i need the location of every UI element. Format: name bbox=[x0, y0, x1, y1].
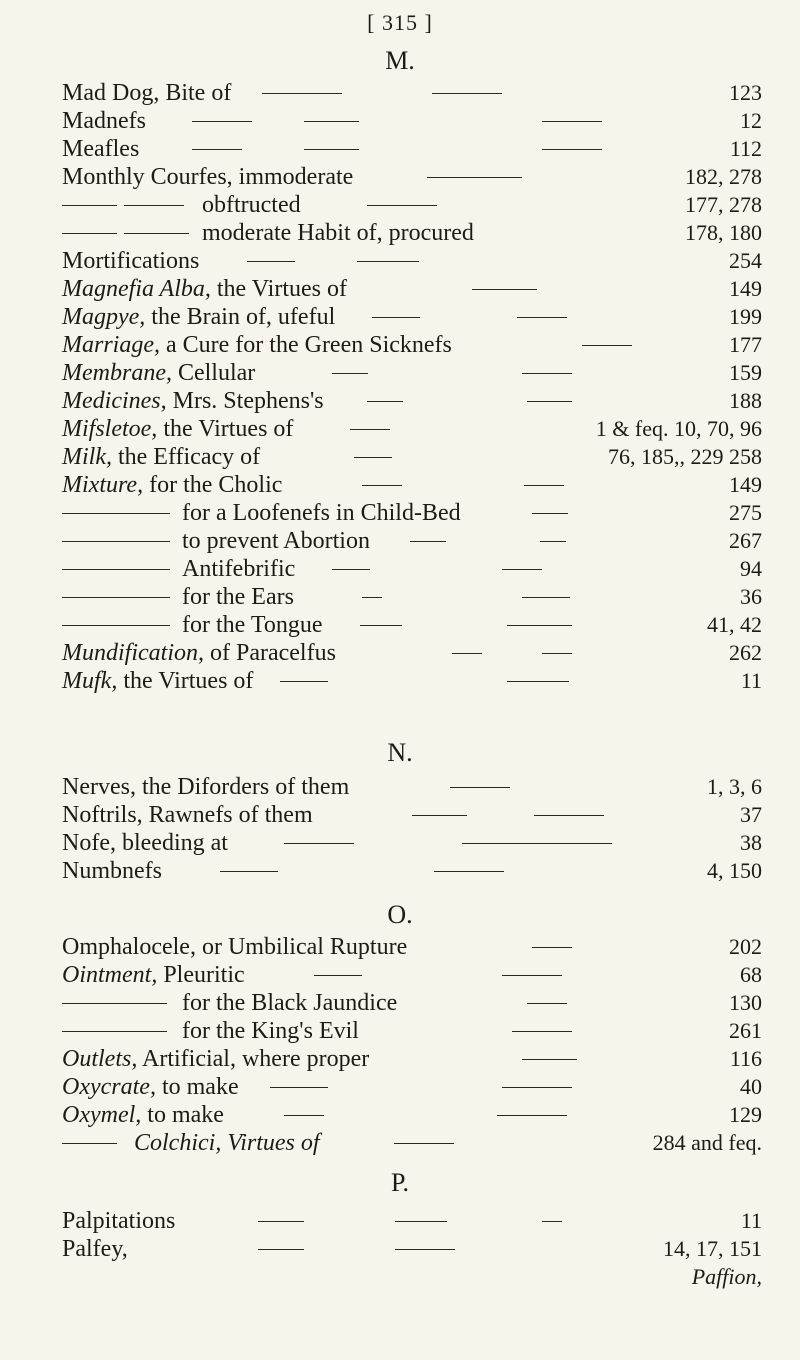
entry-head: Outlets, bbox=[62, 1046, 138, 1072]
index-entry bbox=[62, 856, 762, 886]
entry-pages: 116 bbox=[729, 1046, 762, 1071]
entry-text: a Cure for the Green Sicknefs bbox=[160, 332, 452, 358]
entry-pages: 182, 278 bbox=[685, 164, 762, 189]
entry-pages: 11 bbox=[740, 1208, 762, 1233]
index-entry bbox=[62, 554, 762, 584]
leader-dash bbox=[532, 947, 572, 948]
ditto-dash bbox=[117, 1003, 167, 1004]
ditto-dash bbox=[62, 597, 170, 598]
leader-dash bbox=[432, 93, 502, 94]
leader-dash bbox=[332, 569, 370, 570]
index-entry bbox=[62, 134, 762, 164]
leader-dash bbox=[542, 1221, 562, 1222]
index-entry bbox=[62, 330, 762, 360]
leader-dash bbox=[284, 1115, 324, 1116]
leader-dash bbox=[524, 485, 564, 486]
entry-head: Madnefs bbox=[62, 108, 146, 134]
ditto-dash bbox=[62, 233, 117, 234]
leader-dash bbox=[362, 485, 402, 486]
index-entry bbox=[62, 828, 762, 858]
entry-pages: 37 bbox=[740, 802, 762, 827]
index-entry bbox=[62, 106, 762, 136]
entry-text: for the Black Jaundice bbox=[182, 990, 398, 1016]
entry-pages: 36 bbox=[740, 584, 762, 609]
entry-text: Mrs. Stephens's bbox=[166, 388, 324, 414]
leader-dash bbox=[412, 815, 467, 816]
leader-dash bbox=[284, 843, 354, 844]
leader-dash bbox=[314, 975, 362, 976]
index-entry bbox=[62, 800, 762, 830]
index-entry bbox=[62, 470, 762, 500]
entry-pages: 159 bbox=[729, 360, 762, 385]
entry-head: Magnefia Alba, bbox=[62, 276, 211, 302]
entry-text: moderate Habit of, procured bbox=[202, 220, 474, 246]
leader-dash bbox=[270, 1087, 328, 1088]
entry-head: Medicines, bbox=[62, 388, 167, 414]
entry-text: to make bbox=[141, 1102, 224, 1128]
entry-text: obftructed bbox=[202, 192, 301, 218]
section-letter-o: O. bbox=[387, 900, 413, 929]
entry-head: Omphalocele, bbox=[62, 934, 196, 960]
index-entry bbox=[62, 772, 762, 802]
entry-text: the Virtues of bbox=[117, 668, 254, 694]
entry-text: the Virtues of bbox=[210, 276, 347, 302]
leader-dash bbox=[304, 149, 359, 150]
index-entry bbox=[62, 1100, 762, 1130]
entry-text: the Brain of, ufeful bbox=[145, 304, 336, 330]
entry-head: Palfey, bbox=[62, 1236, 128, 1262]
entry-text: the Efficacy of bbox=[111, 444, 261, 470]
entry-text: bleeding at bbox=[115, 830, 228, 856]
entry-pages: 14, 17, 151 bbox=[663, 1236, 762, 1261]
entry-pages: 94 bbox=[740, 556, 762, 581]
entry-head: Milk, bbox=[62, 444, 112, 470]
leader-dash bbox=[427, 177, 522, 178]
entry-pages: 188 bbox=[729, 388, 762, 413]
entry-pages: 129 bbox=[729, 1102, 762, 1127]
entry-text: Rawnefs of them bbox=[142, 802, 313, 828]
entry-text: for a Loofenefs in Child-Bed bbox=[182, 500, 461, 526]
entry-head: Mortifications bbox=[62, 248, 200, 274]
leader-dash bbox=[395, 1249, 455, 1250]
entry-pages: 149 bbox=[729, 276, 762, 301]
entry-head: Ointment, bbox=[62, 962, 158, 988]
entry-pages: 177 bbox=[729, 332, 762, 357]
leader-dash bbox=[354, 457, 392, 458]
entry-text: Colchici, Virtues of bbox=[134, 1130, 320, 1156]
entry-pages: 178, 180 bbox=[685, 220, 762, 245]
entry-head: Palpitations bbox=[62, 1208, 176, 1234]
entry-text: Antifebrific bbox=[182, 556, 296, 582]
entry-head: Meafles bbox=[62, 136, 140, 162]
entry-pages: 261 bbox=[729, 1018, 762, 1043]
index-entry bbox=[62, 358, 762, 388]
entry-head: Mixture, bbox=[62, 472, 144, 498]
entry-pages: 1 & feq. 10, 70, 96 bbox=[595, 416, 762, 441]
ditto-dash bbox=[62, 541, 170, 542]
entry-head: Mundification, bbox=[62, 640, 204, 666]
leader-dash bbox=[395, 1221, 447, 1222]
entry-head: Oxymel, bbox=[62, 1102, 142, 1128]
leader-dash bbox=[517, 317, 567, 318]
entry-pages: 38 bbox=[740, 830, 762, 855]
ditto-dash bbox=[124, 233, 189, 234]
leader-dash bbox=[357, 261, 419, 262]
leader-dash bbox=[452, 653, 482, 654]
leader-dash bbox=[534, 815, 604, 816]
index-entry bbox=[62, 414, 762, 444]
entry-pages: 254 bbox=[729, 248, 762, 273]
leader-dash bbox=[192, 149, 242, 150]
entry-text: the Virtues of bbox=[157, 416, 294, 442]
leader-dash bbox=[394, 1143, 454, 1144]
leader-dash bbox=[472, 289, 537, 290]
index-entry bbox=[62, 1072, 762, 1102]
ditto-dash bbox=[117, 1031, 167, 1032]
section-letter-p: P. bbox=[390, 1168, 410, 1197]
entry-head: Noftrils, bbox=[62, 802, 143, 828]
section-letter-m: M. bbox=[385, 46, 415, 75]
leader-dash bbox=[362, 597, 382, 598]
index-entry bbox=[62, 960, 762, 990]
entry-pages: 123 bbox=[729, 80, 762, 105]
leader-dash bbox=[367, 205, 437, 206]
entry-text: the Diforders of them bbox=[135, 774, 350, 800]
entry-pages: 199 bbox=[729, 304, 762, 329]
entry-pages: 76, 185,, 229 258 bbox=[608, 444, 762, 469]
leader-dash bbox=[332, 373, 368, 374]
leader-dash bbox=[542, 149, 602, 150]
entry-text: Cellular bbox=[171, 360, 256, 386]
catchword-row bbox=[62, 1262, 762, 1292]
ditto-dash bbox=[62, 569, 170, 570]
index-entry bbox=[62, 932, 762, 962]
leader-dash bbox=[540, 541, 566, 542]
page-number: [ 315 ] bbox=[367, 10, 433, 35]
leader-dash bbox=[522, 373, 572, 374]
ditto-dash bbox=[62, 1031, 117, 1032]
index-entry bbox=[62, 1044, 762, 1074]
ditto-dash bbox=[62, 1143, 117, 1144]
leader-dash bbox=[582, 345, 632, 346]
entry-pages: 202 bbox=[729, 934, 762, 959]
entry-pages: 41, 42 bbox=[707, 612, 762, 637]
entry-text: to prevent Abortion bbox=[182, 528, 370, 554]
entry-pages: 267 bbox=[729, 528, 762, 553]
index-entry bbox=[62, 246, 762, 276]
leader-dash bbox=[262, 93, 342, 94]
index-entry bbox=[62, 498, 762, 528]
leader-dash bbox=[527, 1003, 567, 1004]
entry-head: Nerves, bbox=[62, 774, 136, 800]
index-entry bbox=[62, 78, 762, 108]
leader-dash bbox=[542, 653, 572, 654]
leader-dash bbox=[304, 121, 359, 122]
leader-dash bbox=[434, 871, 504, 872]
entry-head: Mufk, bbox=[62, 668, 118, 694]
leader-dash bbox=[542, 121, 602, 122]
index-entry bbox=[62, 526, 762, 556]
entry-head: Numbnefs bbox=[62, 858, 162, 884]
leader-dash bbox=[497, 1115, 567, 1116]
leader-dash bbox=[258, 1221, 304, 1222]
entry-pages: 68 bbox=[740, 962, 762, 987]
index-entry bbox=[62, 988, 762, 1018]
entry-head: Mifsletoe, bbox=[62, 416, 158, 442]
leader-dash bbox=[522, 597, 570, 598]
entry-text: for the Tongue bbox=[182, 612, 323, 638]
index-entry bbox=[62, 274, 762, 304]
index-entry bbox=[62, 218, 762, 248]
leader-dash bbox=[360, 625, 402, 626]
leader-dash bbox=[502, 569, 542, 570]
leader-dash bbox=[502, 975, 562, 976]
entry-head: Oxycrate, bbox=[62, 1074, 156, 1100]
leader-dash bbox=[220, 871, 278, 872]
index-entry bbox=[62, 190, 762, 220]
entry-text: Pleuritic bbox=[157, 962, 245, 988]
entry-text: immoderate bbox=[232, 164, 354, 190]
entry-head: Marriage, bbox=[62, 332, 160, 358]
entry-pages: 1, 3, 6 bbox=[707, 774, 762, 799]
leader-dash bbox=[280, 681, 328, 682]
leader-dash bbox=[450, 787, 510, 788]
entry-pages: 284 and feq. bbox=[652, 1130, 762, 1155]
leader-dash bbox=[247, 261, 295, 262]
entry-text: of Paracelfus bbox=[203, 640, 336, 666]
entry-text: or Umbilical Rupture bbox=[195, 934, 408, 960]
entry-pages: 275 bbox=[729, 500, 762, 525]
index-entry bbox=[62, 638, 762, 668]
index-entry bbox=[62, 582, 762, 612]
ditto-dash bbox=[124, 205, 184, 206]
entry-text: Bite of bbox=[159, 80, 232, 106]
entry-head: Nofe, bbox=[62, 830, 116, 856]
index-entry bbox=[62, 1206, 762, 1236]
entry-head: Mad Dog, bbox=[62, 80, 160, 106]
entry-pages: 130 bbox=[729, 990, 762, 1015]
leader-dash bbox=[512, 1031, 572, 1032]
leader-dash bbox=[372, 317, 420, 318]
entry-head: Monthly Courfes, bbox=[62, 164, 233, 190]
entry-text: to make bbox=[155, 1074, 239, 1100]
ditto-dash bbox=[62, 513, 170, 514]
entry-text: for the King's Evil bbox=[182, 1018, 359, 1044]
entry-pages: 112 bbox=[729, 136, 762, 161]
leader-dash bbox=[532, 513, 568, 514]
entry-head: Magpye, bbox=[62, 304, 146, 330]
leader-dash bbox=[507, 625, 572, 626]
leader-dash bbox=[192, 121, 252, 122]
leader-dash bbox=[522, 1059, 577, 1060]
index-entry bbox=[62, 666, 762, 696]
catchword: Paffion, bbox=[691, 1264, 762, 1289]
leader-dash bbox=[367, 401, 403, 402]
index-entry bbox=[62, 610, 762, 640]
ditto-dash bbox=[62, 1003, 117, 1004]
section-letter-n: N. bbox=[387, 738, 413, 767]
leader-dash bbox=[527, 401, 572, 402]
entry-head: Membrane, bbox=[62, 360, 172, 386]
entry-pages: 12 bbox=[740, 108, 762, 133]
index-entry bbox=[62, 1234, 762, 1264]
entry-pages: 11 bbox=[740, 668, 762, 693]
leader-dash bbox=[258, 1249, 304, 1250]
index-entry bbox=[62, 302, 762, 332]
index-entry bbox=[62, 386, 762, 416]
entry-text: for the Ears bbox=[182, 584, 294, 610]
ditto-dash bbox=[62, 205, 117, 206]
index-entry bbox=[62, 162, 762, 192]
ditto-dash bbox=[62, 625, 170, 626]
entry-text: for the Cholic bbox=[143, 472, 283, 498]
index-entry bbox=[62, 1128, 762, 1158]
entry-pages: 40 bbox=[740, 1074, 762, 1099]
index-entry bbox=[62, 1016, 762, 1046]
leader-dash bbox=[507, 681, 569, 682]
entry-pages: 177, 278 bbox=[685, 192, 762, 217]
entry-pages: 149 bbox=[729, 472, 762, 497]
entry-text: Artificial, where proper bbox=[137, 1046, 370, 1072]
leader-dash bbox=[410, 541, 446, 542]
index-entry bbox=[62, 442, 762, 472]
leader-dash bbox=[462, 843, 612, 844]
leader-dash bbox=[350, 429, 390, 430]
entry-pages: 4, 150 bbox=[707, 858, 762, 883]
leader-dash bbox=[502, 1087, 572, 1088]
entry-pages: 262 bbox=[729, 640, 762, 665]
